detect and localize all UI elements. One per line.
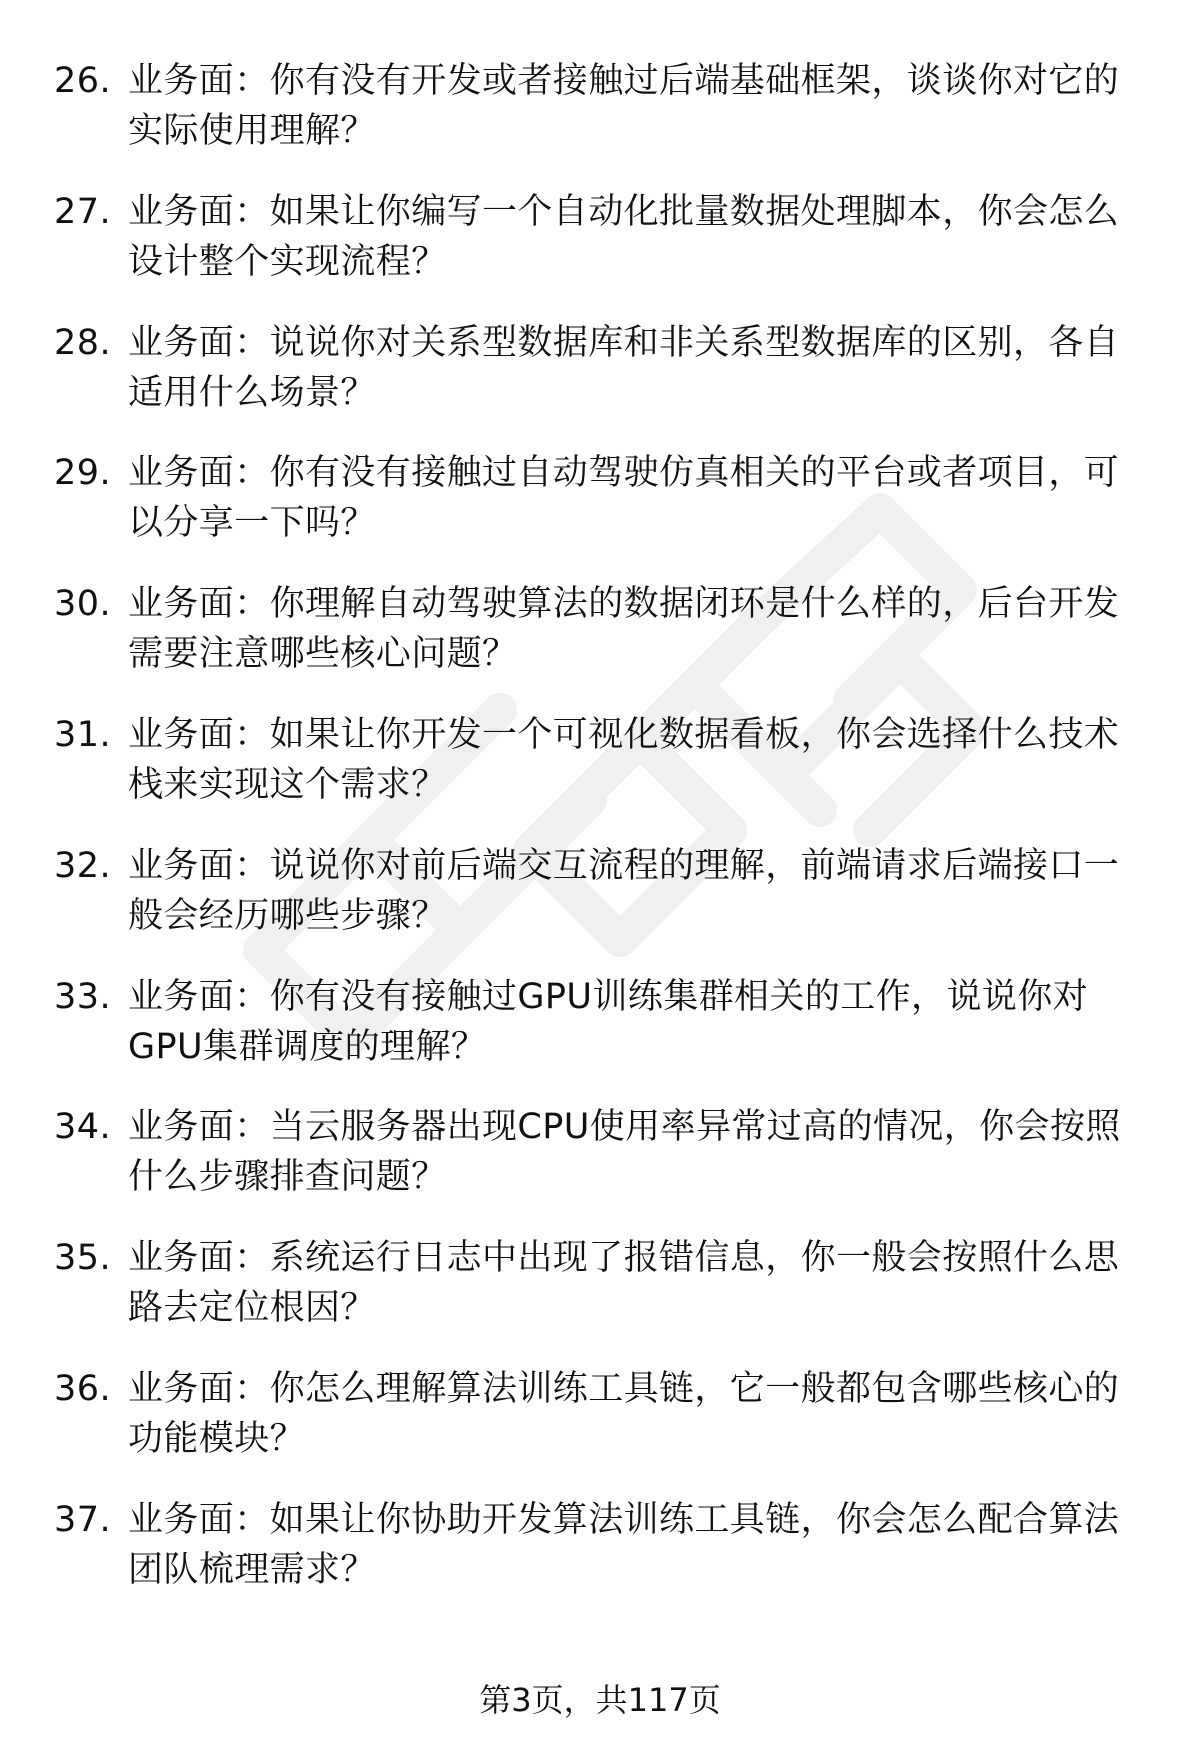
question-text <box>128 972 1138 1072</box>
question-line: 团队梳理需求？ <box>128 1549 376 1590</box>
question-line: 什么步骤排查问题？ <box>128 1157 447 1198</box>
question-text <box>128 187 1138 287</box>
question-line: 业务面：如果让你协助开发算法训练工具链，你会怎么配合算法 <box>128 1499 1120 1540</box>
question-text <box>128 841 1138 941</box>
question-line: 路去定位根因？ <box>128 1288 376 1329</box>
question-number: 28. <box>54 322 112 363</box>
question-line: 业务面：如果让你编写一个自动化批量数据处理脚本，你会怎么 <box>128 191 1120 232</box>
question-text <box>128 56 1138 156</box>
list-item <box>0 1233 1200 1364</box>
question-line: 功能模块？ <box>128 1418 306 1459</box>
question-text <box>128 1364 1138 1464</box>
question-number: 31. <box>54 714 112 755</box>
question-line: 业务面：说说你对前后端交互流程的理解，前端请求后端接口一 <box>128 845 1120 886</box>
question-text <box>128 448 1138 548</box>
question-line: 以分享一下吗？ <box>128 503 376 544</box>
list-item <box>0 1364 1200 1495</box>
question-line: 设计整个实现流程？ <box>128 241 447 282</box>
list-item <box>0 56 1200 187</box>
list-item <box>0 841 1200 972</box>
list-item <box>0 318 1200 449</box>
question-line: 业务面：你有没有开发或者接触过后端基础框架，谈谈你对它的 <box>128 61 1120 101</box>
question-line: 需要注意哪些核心问题？ <box>128 634 518 675</box>
list-item <box>0 448 1200 579</box>
list-item <box>0 1102 1200 1233</box>
question-number: 35. <box>54 1238 112 1279</box>
question-line: 业务面：如果让你开发一个可视化数据看板，你会选择什么技术 <box>128 714 1120 755</box>
question-line: 业务面：你理解自动驾驶算法的数据闭环是什么样的，后台开发 <box>128 584 1120 625</box>
question-number: 37. <box>54 1499 112 1540</box>
question-line: 业务面：说说你对关系型数据库和非关系型数据库的区别，各自 <box>128 322 1120 363</box>
question-text <box>128 1233 1138 1333</box>
question-number: 26. <box>54 61 112 101</box>
list-item <box>0 710 1200 841</box>
question-line: GPU集群调度的理解？ <box>128 1026 487 1067</box>
question-line: 业务面：系统运行日志中出现了报错信息，你一般会按照什么思 <box>128 1238 1120 1279</box>
question-line: 般会经历哪些步骤？ <box>128 895 447 936</box>
question-text <box>128 1102 1138 1202</box>
question-line: 业务面：当云服务器出现CPU使用率异常过高的情况，你会按照 <box>128 1107 1121 1148</box>
question-text <box>128 710 1138 810</box>
question-number: 29. <box>54 453 112 494</box>
question-text <box>128 318 1138 418</box>
question-list <box>0 56 1200 1626</box>
question-line: 业务面：你有没有接触过GPU训练集群相关的工作，说说你对 <box>128 976 1089 1017</box>
list-item <box>0 187 1200 318</box>
page-footer: 第3页，共117页 <box>479 1681 721 1719</box>
question-number: 27. <box>54 191 112 232</box>
question-text <box>128 1495 1138 1595</box>
question-number: 34. <box>54 1107 112 1148</box>
question-line: 适用什么场景？ <box>128 372 376 413</box>
list-item <box>0 972 1200 1103</box>
question-number: 30. <box>54 584 112 625</box>
list-item <box>0 579 1200 710</box>
question-line: 栈来实现这个需求？ <box>128 764 447 805</box>
question-line: 业务面：你有没有接触过自动驾驶仿真相关的平台或者项目，可 <box>128 453 1120 494</box>
question-number: 33. <box>54 976 112 1017</box>
question-number: 32. <box>54 845 112 886</box>
question-line: 实际使用理解？ <box>128 111 376 151</box>
question-number: 36. <box>54 1368 112 1409</box>
list-item <box>0 1495 1200 1626</box>
question-text <box>128 579 1138 679</box>
question-line: 业务面：你怎么理解算法训练工具链，它一般都包含哪些核心的 <box>128 1368 1120 1409</box>
